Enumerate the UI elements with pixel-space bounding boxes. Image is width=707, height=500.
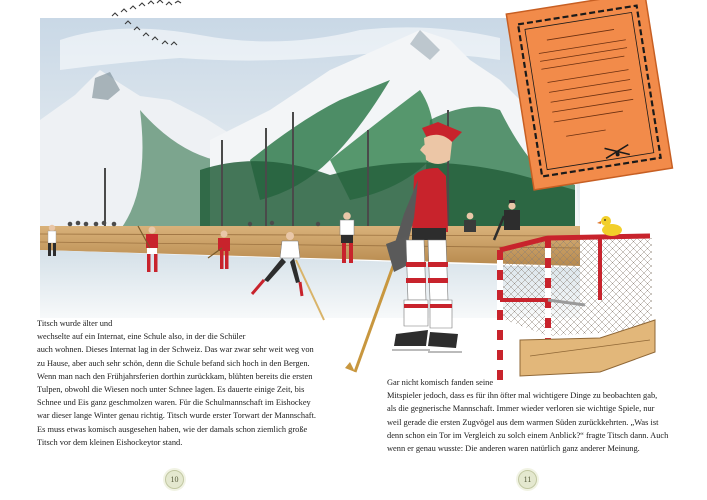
left-page-text <box>37 317 316 449</box>
text-line: zu Hause, aber auch sehr schön, denn die Schule befand sich hoch in den Bergen. <box>37 358 310 368</box>
text-line: wechselte auf ein Internat, eine Schule also, in der die Schüler <box>37 332 246 342</box>
text-line: Titsch vor dem kleinen Eishockeytor stand. <box>37 437 183 447</box>
right-page-text <box>387 376 668 455</box>
text-line: als die gegnerische Mannschaft. Immer wieder verloren sie wichtige Spiele, nur <box>387 404 655 414</box>
text-line: Titsch wurde älter und <box>37 319 113 328</box>
text-line: Tulpen, obwohl die Wiesen noch unter Schnee lagen. Es dauerte einige Zeit, bis <box>37 385 305 395</box>
page-number-left: 10 <box>165 470 184 489</box>
certificate <box>506 0 672 190</box>
text-line: auch wohnen. Dieses Internat lag in der Schweiz. Das war zwar sehr weit weg von <box>37 345 314 355</box>
text-line: Es muss etwas komisch ausgesehen haben, wie der damals schon ziemlich große <box>37 424 308 434</box>
rubber-duck <box>597 216 622 236</box>
text-line: Gar nicht komisch fanden seine <box>387 378 494 387</box>
text-line: Wenn man nach den Frühjahrsferien dorthin zurückkam, blühten bereits die ersten <box>37 371 313 381</box>
text-line: war dieser lange Winter genau richtig. Titsch wurde erster Torwart der Mannschaft. <box>37 411 317 421</box>
text-line: Schnee und Eis ganz geschmolzen waren. Für die Schulmannschaft im Eishockey <box>37 398 311 408</box>
text-line: wenn er genau wusste: Die anderen waren natürlich ganz anderer Meinung. <box>387 444 640 454</box>
hockey-goal <box>500 236 655 380</box>
text-line: Mitspieler jedoch, dass es für ihn öfter mal wichtigere Dinge zu beobachten gab, <box>387 391 658 401</box>
text-line: weil gerade die ersten Zugvögel aus dem warmen Süden zurückkehrten. „Was ist <box>387 417 659 427</box>
page-number-right: 11 <box>518 470 537 489</box>
text-line: denn schon ein Tor im Vergleich zu solch einem Anblick?“ fragte Titsch dann. Auch <box>387 430 669 440</box>
